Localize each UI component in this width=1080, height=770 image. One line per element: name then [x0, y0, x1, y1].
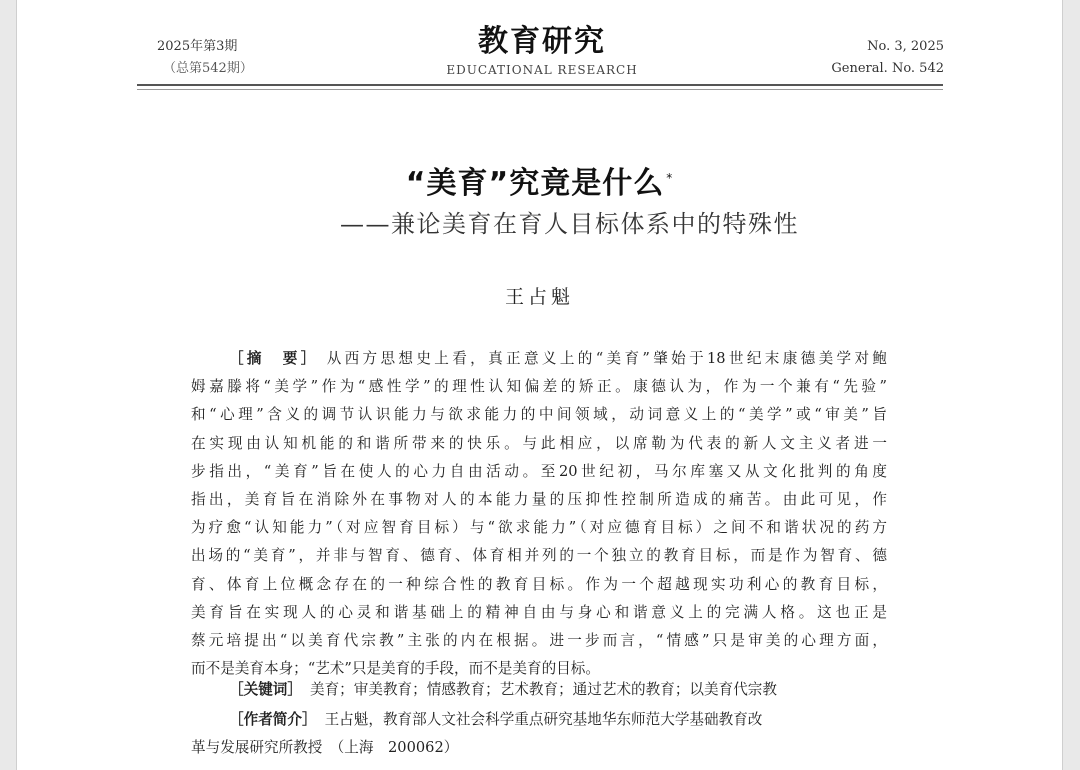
- title-footnote-mark: *: [666, 171, 674, 185]
- total-issue-en: General. No. 542: [831, 61, 944, 76]
- header-issue-cn: [157, 36, 253, 80]
- keywords-label: ［关键词］: [229, 681, 302, 698]
- abstract-line: 蔡元培提出“以美育代宗教”主张的内在根据。进一步而言，“情感”只是审美的心理方面，: [191, 632, 887, 650]
- abstract-line: 步指出，“美育”旨在使人的心力自由活动。至20世纪初，马尔库塞又从文化批判的角度: [191, 462, 887, 480]
- issue-number-en: No. 3, 2025: [867, 39, 944, 54]
- journal-name-en: EDUCATIONAL RESEARCH: [446, 63, 638, 77]
- abstract-line: 指出，美育旨在消除外在事物对人的本能力量的压抑性控制所造成的痛苦。由此可见，作: [191, 491, 887, 509]
- journal-masthead: [437, 24, 647, 78]
- abstract-line: 育、体育上位概念存在的一种综合性的教育目标。作为一个超越现实功利心的教育目标，: [191, 575, 887, 593]
- total-issue-cn: （总第542期）: [163, 61, 253, 76]
- abstract-line: 和“心理”含义的调节认识能力与欲求能力的中间领域，动词意义上的“美学”或“审美”旨: [191, 406, 887, 424]
- bio-label: ［作者简介］: [229, 711, 317, 728]
- keywords-text: 美育；审美教育；情感教育；艺术教育；通过艺术的教育；以美育代宗教: [309, 681, 777, 698]
- author-bio: [191, 706, 887, 762]
- bio-line: ［作者简介］ 王占魁，教育部人文社会科学重点研究基地华东师范大学基础教育改: [229, 711, 763, 728]
- abstract-line: 姆嘉滕将“美学”作为“感性学”的理性认知偏差的矫正。康德认为，作为一个兼有“先验”: [191, 378, 887, 396]
- journal-page: [16, 0, 1063, 770]
- article-title-text: “美育”究竟是什么: [405, 166, 665, 201]
- keywords: [229, 678, 777, 699]
- article-title: [17, 158, 1062, 202]
- bio-line: 革与发展研究所教授 （上海 200062）: [191, 739, 459, 757]
- header-rule: [137, 84, 943, 90]
- abstract: [191, 345, 887, 683]
- article-subtitle: ——兼论美育在育人目标体系中的特殊性: [340, 210, 799, 238]
- abstract-line: 出场的“美育”，并非与智育、德育、体育相并列的一个独立的教育目标，而是作为智育、德: [191, 547, 887, 565]
- issue-number-cn: 2025年第3期: [157, 39, 238, 54]
- abstract-label: ［摘 要］: [229, 350, 319, 367]
- journal-logo: 教育研究: [478, 24, 606, 59]
- abstract-line: 为疗愈“认知能力”（对应智育目标）与“欲求能力”（对应德育目标）之间不和谐状况的药方: [191, 519, 887, 537]
- abstract-line: 美育旨在实现人的心灵和谐基础上的精神自由与身心和谐意义上的完满人格。这也正是: [191, 603, 887, 621]
- abstract-line: ［摘 要］ 从西方思想史上看，真正意义上的“美育”肇始于18世纪末康德美学对鲍: [229, 350, 887, 367]
- article-author: 王占魁: [504, 286, 574, 308]
- abstract-line: 而不是美育本身；“艺术”只是美育的手段，而不是美育的目标。: [191, 660, 600, 678]
- abstract-line: 在实现由认知机能的和谐所带来的快乐。与此相应，以席勒为代表的新人文主义者进一: [191, 434, 887, 452]
- header-issue-en: [831, 36, 944, 80]
